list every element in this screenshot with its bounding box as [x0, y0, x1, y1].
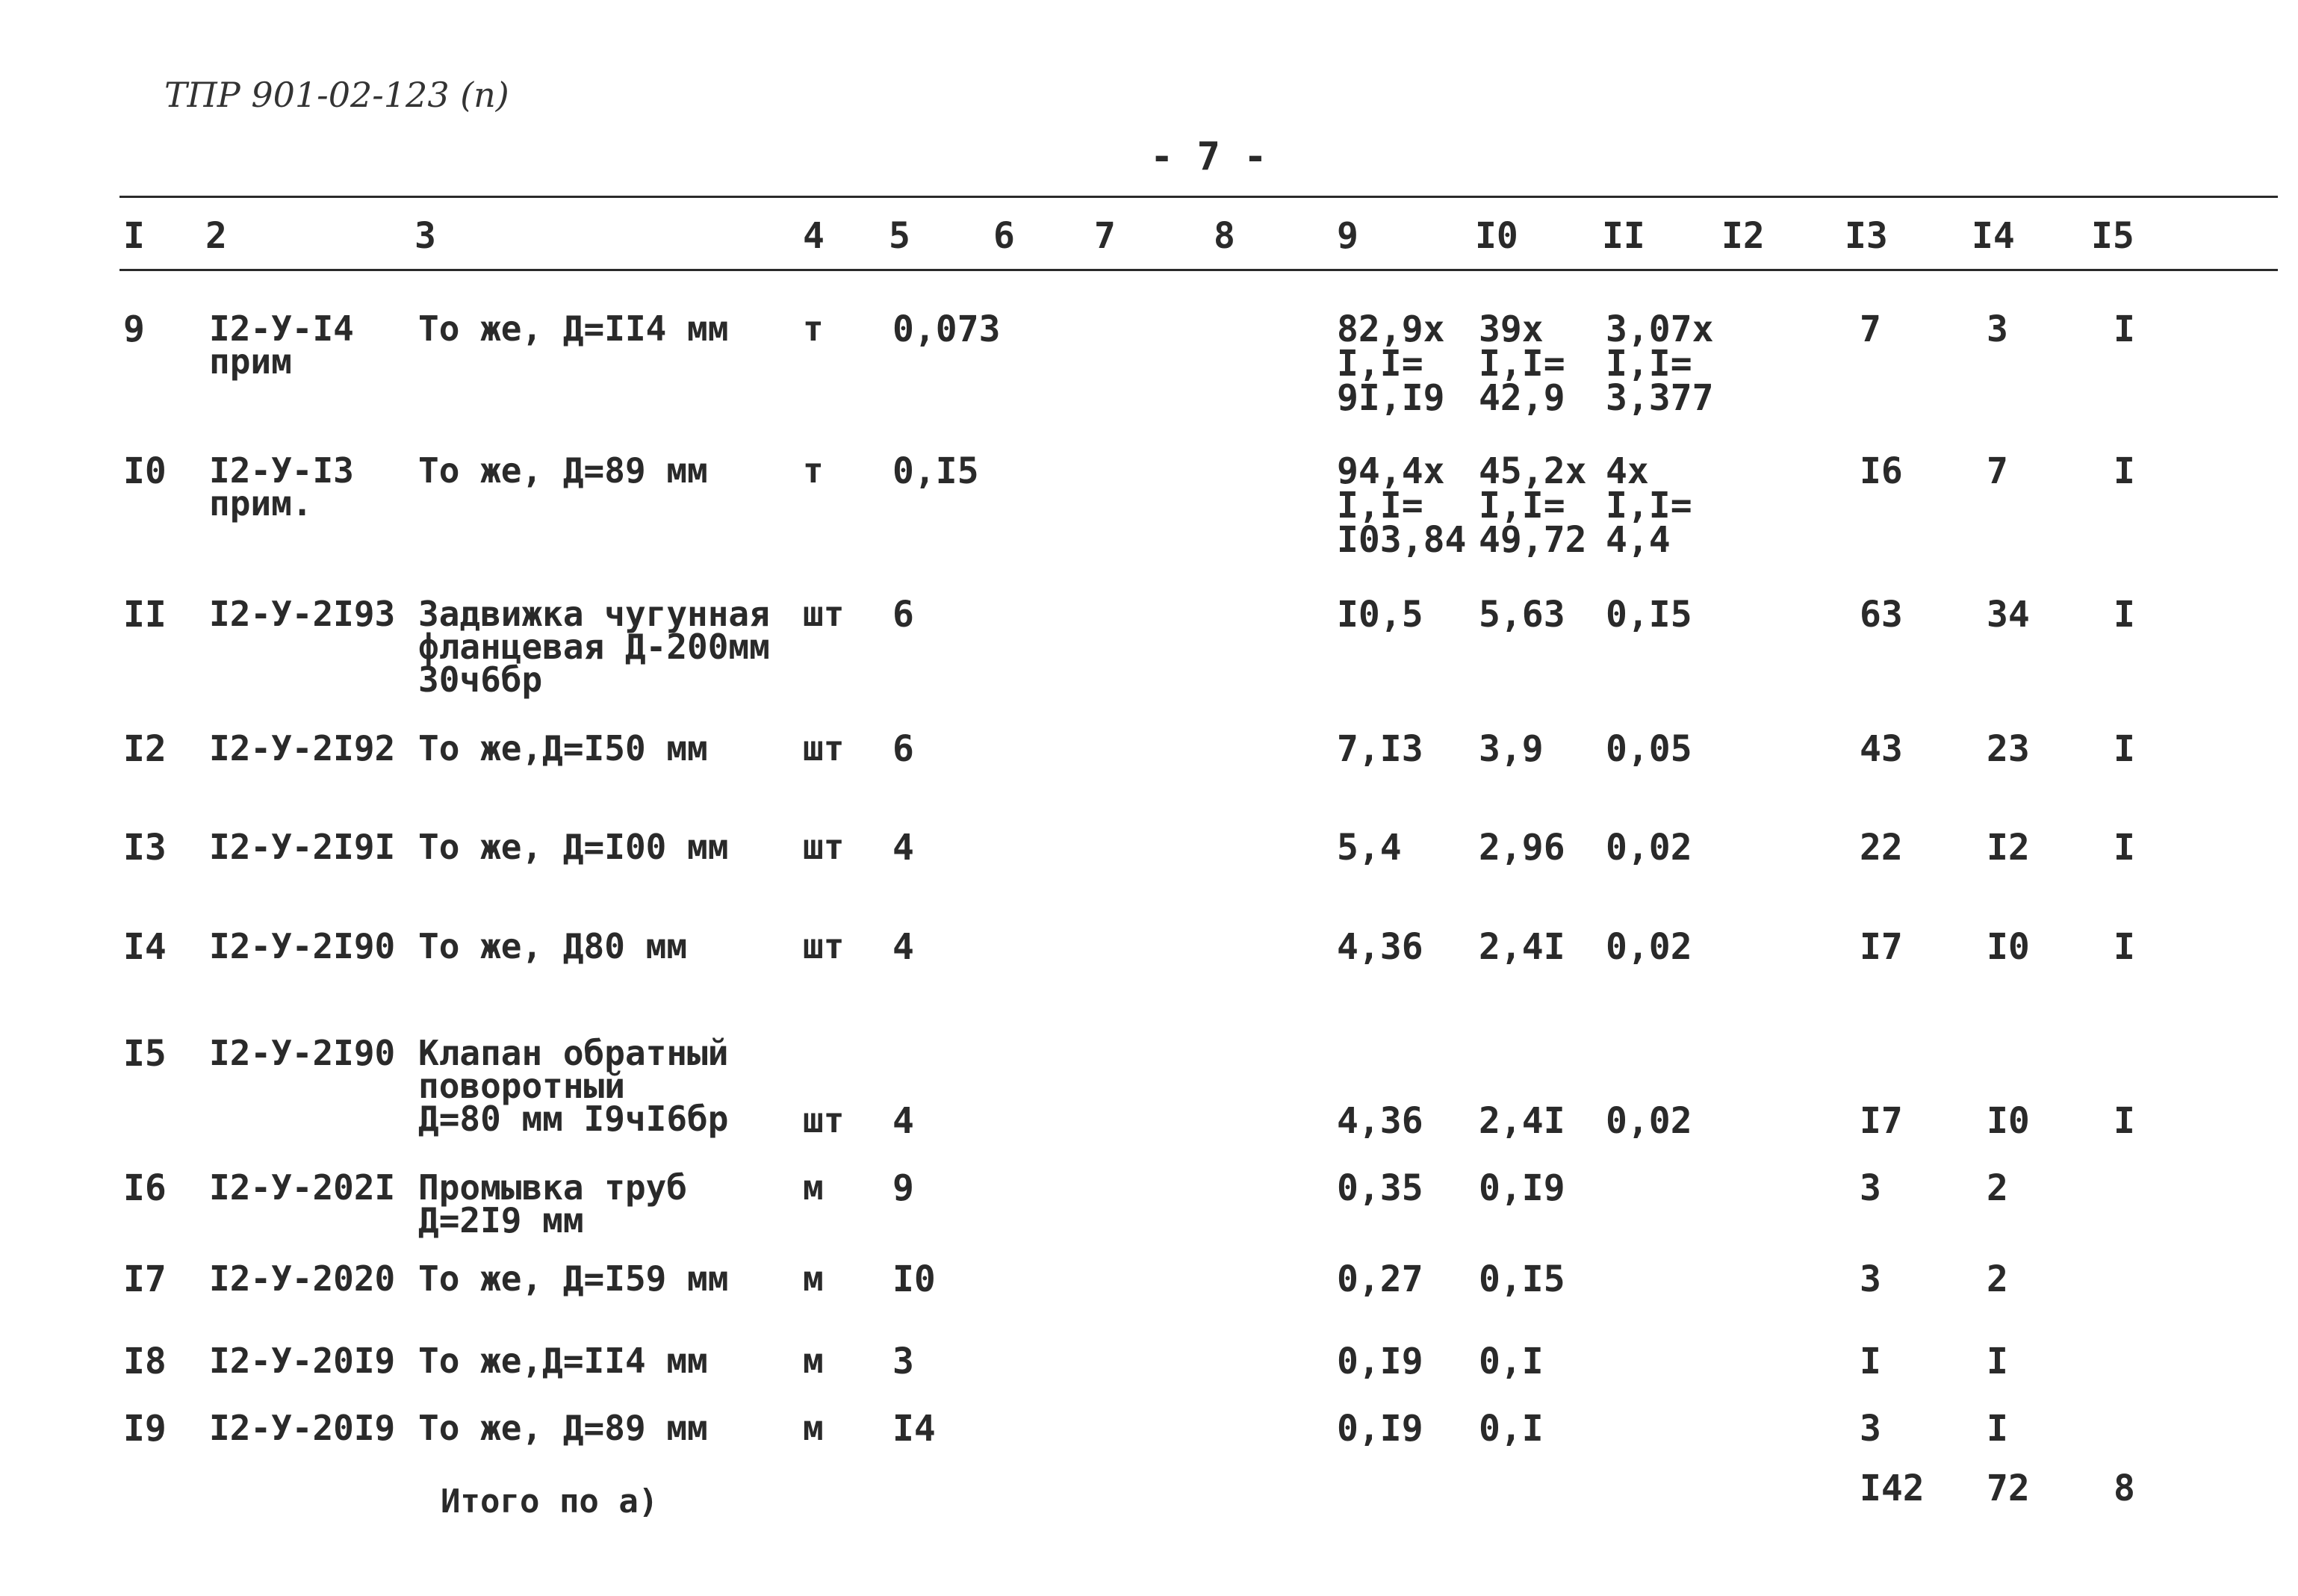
cell-c14: 2: [1987, 1167, 2008, 1209]
header-col-4: 4: [803, 215, 825, 257]
cell-unit: м: [803, 1258, 824, 1299]
cell-c13: 63: [1860, 594, 1903, 636]
cell-qty: 0,I5: [892, 450, 979, 492]
header-col-8: 8: [1214, 215, 1235, 257]
cell-c11: 0,02: [1606, 926, 1692, 968]
table-top-rule: [119, 196, 2278, 198]
cell-c14: 2: [1987, 1258, 2008, 1300]
cell-name: То же,Д=II4 мм: [418, 1341, 708, 1381]
cell-unit: шт: [803, 728, 845, 768]
total-col-14: 72: [1987, 1468, 2030, 1509]
cell-unit: шт: [803, 594, 845, 634]
cell-c11: 4х I,I= 4,4: [1606, 450, 1692, 561]
cell-c15: I: [2114, 1100, 2135, 1142]
cell-n: I7: [123, 1258, 167, 1300]
cell-c15: I: [2114, 926, 2135, 968]
cell-c14: 23: [1987, 728, 2030, 770]
header-col-11: II: [1602, 215, 1645, 257]
cell-c9: 0,I9: [1337, 1341, 1423, 1382]
cell-c11: 0,I5: [1606, 594, 1692, 636]
cell-unit: т: [803, 450, 824, 491]
cell-c10: 5,63: [1479, 594, 1565, 636]
cell-name: То же, Д80 мм: [418, 926, 688, 966]
cell-c13: I: [1860, 1341, 1881, 1382]
header-col-13: I3: [1845, 215, 1888, 257]
header-col-7: 7: [1094, 215, 1116, 257]
header-col-6: 6: [993, 215, 1015, 257]
cell-unit: т: [803, 308, 824, 349]
cell-qty: 3: [892, 1341, 914, 1382]
cell-c14: I2: [1987, 827, 2030, 869]
header-col-2: 2: [205, 215, 227, 257]
cell-c14: 34: [1987, 594, 2030, 636]
header-col-1: I: [123, 215, 145, 257]
cell-c9: 94,4х I,I= I03,84: [1337, 450, 1467, 561]
cell-c13: 43: [1860, 728, 1903, 770]
cell-c13: 3: [1860, 1258, 1881, 1300]
cell-qty: 4: [892, 1100, 914, 1142]
cell-code: I2-У-2I90: [209, 1033, 396, 1073]
cell-unit: шт: [803, 827, 845, 867]
cell-c15: I: [2114, 308, 2135, 350]
cell-c10: 0,I: [1479, 1408, 1544, 1450]
cell-name: То же,Д=I50 мм: [418, 728, 708, 768]
cell-c13: I7: [1860, 1100, 1903, 1142]
cell-name: Промывка труб Д=2I9 мм: [418, 1167, 688, 1241]
total-col-13: I42: [1860, 1468, 1925, 1509]
cell-c14: 7: [1987, 450, 2008, 492]
cell-code: I2-У-2I93: [209, 594, 396, 634]
cell-name: Клапан обратный поворотный Д=80 мм I9чI6бр: [418, 1033, 729, 1139]
cell-c13: 22: [1860, 827, 1903, 869]
cell-n: I2: [123, 728, 167, 770]
cell-c10: 3,9: [1479, 728, 1544, 770]
cell-c10: 2,4I: [1479, 926, 1565, 968]
cell-c9: 7,I3: [1337, 728, 1423, 770]
cell-c11: 0,05: [1606, 728, 1692, 770]
cell-c13: 7: [1860, 308, 1881, 350]
cell-c10: 0,I9: [1479, 1167, 1565, 1209]
table-header-rule: [119, 269, 2278, 271]
cell-c13: I6: [1860, 450, 1903, 492]
cell-c13: 3: [1860, 1408, 1881, 1450]
cell-code: I2-У-I4 прим: [209, 308, 354, 382]
cell-code: I2-У-202I: [209, 1167, 396, 1208]
cell-c9: 4,36: [1337, 1100, 1423, 1142]
cell-c15: I: [2114, 728, 2135, 770]
cell-code: I2-У-I3 прим.: [209, 450, 354, 524]
cell-c14: I0: [1987, 926, 2030, 968]
cell-unit: шт: [803, 926, 845, 966]
header-col-9: 9: [1337, 215, 1358, 257]
cell-qty: 0,073: [892, 308, 1001, 350]
cell-qty: 6: [892, 728, 914, 770]
cell-c14: I0: [1987, 1100, 2030, 1142]
cell-name: Задвижка чугунная фланцевая Д-200мм 30ч6бр: [418, 594, 770, 700]
total-label: Итого по а): [441, 1482, 659, 1521]
cell-code: I2-У-20I9: [209, 1341, 396, 1381]
document-code-note: ТПР 901-02-123 (п): [164, 75, 509, 115]
cell-c15: I: [2114, 594, 2135, 636]
cell-code: I2-У-2I9I: [209, 827, 396, 867]
cell-c13: 3: [1860, 1167, 1881, 1209]
cell-name: То же, Д=I00 мм: [418, 827, 729, 867]
cell-unit: шт: [803, 1100, 845, 1140]
cell-c9: 4,36: [1337, 926, 1423, 968]
header-col-15: I5: [2091, 215, 2134, 257]
cell-unit: м: [803, 1341, 824, 1381]
cell-c15: I: [2114, 827, 2135, 869]
cell-c9: 0,I9: [1337, 1408, 1423, 1450]
cell-code: I2-У-20I9: [209, 1408, 396, 1448]
cell-qty: I0: [892, 1258, 936, 1300]
cell-n: I8: [123, 1341, 167, 1382]
cell-c9: 0,27: [1337, 1258, 1423, 1300]
cell-n: I4: [123, 926, 167, 968]
cell-unit: м: [803, 1408, 824, 1448]
cell-c10: 2,96: [1479, 827, 1565, 869]
cell-c14: 3: [1987, 308, 2008, 350]
cell-c9: 5,4: [1337, 827, 1402, 869]
cell-c10: 39х I,I= 42,9: [1479, 308, 1565, 419]
cell-n: I9: [123, 1408, 167, 1450]
cell-name: То же, Д=89 мм: [418, 1408, 708, 1448]
cell-unit: м: [803, 1167, 824, 1208]
total-col-15: 8: [2114, 1468, 2135, 1509]
cell-qty: 9: [892, 1167, 914, 1209]
cell-n: I0: [123, 450, 167, 492]
cell-qty: 4: [892, 827, 914, 869]
header-col-14: I4: [1972, 215, 2015, 257]
cell-name: То же, Д=II4 мм: [418, 308, 729, 349]
cell-c11: 0,02: [1606, 1100, 1692, 1142]
cell-c14: I: [1987, 1408, 2008, 1450]
cell-c9: 0,35: [1337, 1167, 1423, 1209]
page-number: - 7 -: [1150, 134, 1267, 179]
cell-c11: 0,02: [1606, 827, 1692, 869]
cell-code: I2-У-2020: [209, 1258, 396, 1299]
cell-c9: I0,5: [1337, 594, 1423, 636]
cell-qty: I4: [892, 1408, 936, 1450]
header-col-5: 5: [889, 215, 910, 257]
header-col-10: I0: [1475, 215, 1518, 257]
cell-qty: 4: [892, 926, 914, 968]
cell-name: То же, Д=I59 мм: [418, 1258, 729, 1299]
cell-n: 9: [123, 308, 145, 350]
cell-n: I6: [123, 1167, 167, 1209]
cell-c14: I: [1987, 1341, 2008, 1382]
cell-n: I5: [123, 1033, 167, 1075]
cell-c15: I: [2114, 450, 2135, 492]
cell-c13: I7: [1860, 926, 1903, 968]
cell-name: То же, Д=89 мм: [418, 450, 708, 491]
cell-c10: 0,I: [1479, 1341, 1544, 1382]
header-col-3: 3: [414, 215, 436, 257]
header-col-12: I2: [1721, 215, 1765, 257]
cell-c11: 3,07х I,I= 3,377: [1606, 308, 1714, 419]
cell-c10: 2,4I: [1479, 1100, 1565, 1142]
cell-qty: 6: [892, 594, 914, 636]
cell-code: I2-У-2I90: [209, 926, 396, 966]
cell-c10: 45,2х I,I= 49,72: [1479, 450, 1587, 561]
cell-n: I3: [123, 827, 167, 869]
cell-c10: 0,I5: [1479, 1258, 1565, 1300]
cell-code: I2-У-2I92: [209, 728, 396, 768]
cell-n: II: [123, 594, 167, 636]
cell-c9: 82,9х I,I= 9I,I9: [1337, 308, 1445, 419]
